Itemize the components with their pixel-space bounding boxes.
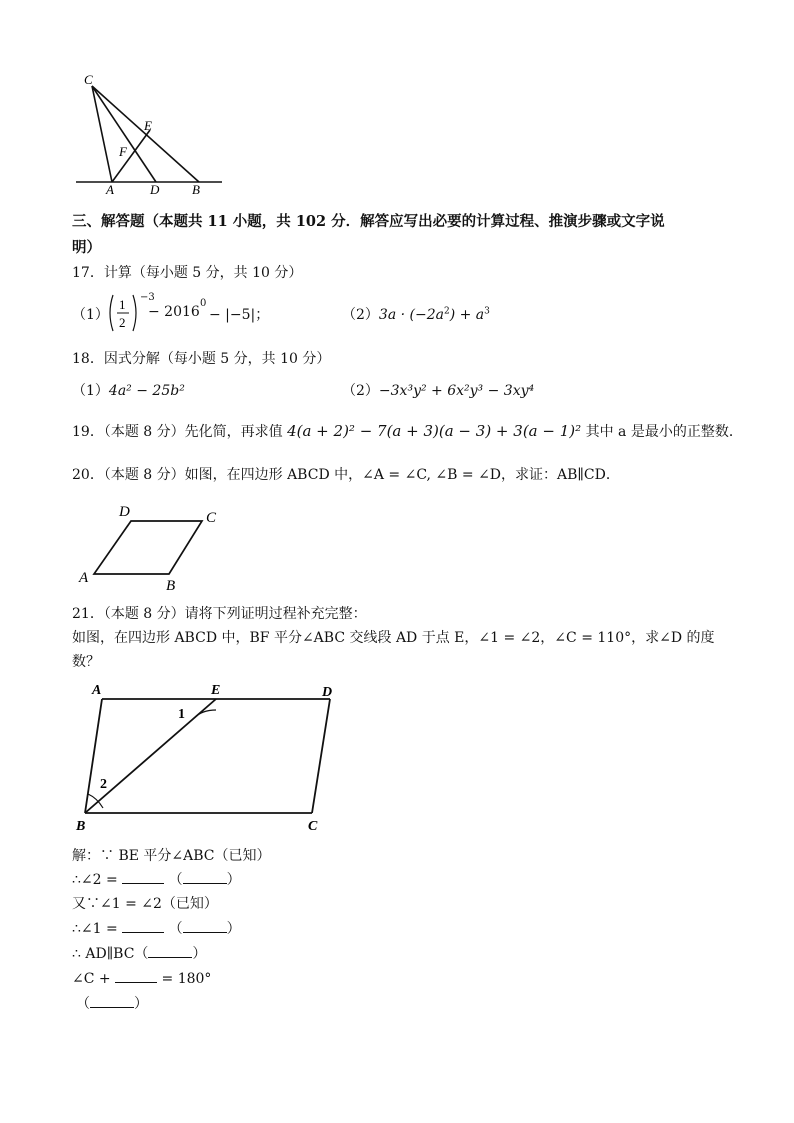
svg-text:1: 1 bbox=[119, 297, 126, 312]
blank[interactable] bbox=[90, 993, 134, 1008]
svg-text:D: D bbox=[322, 685, 333, 700]
q18-part1: （1）4a² − 25b² bbox=[72, 383, 185, 399]
label-E: E bbox=[144, 118, 152, 133]
blank[interactable] bbox=[148, 943, 192, 958]
q21-line3: 数？ bbox=[72, 654, 100, 670]
svg-text:C: C bbox=[206, 510, 217, 526]
svg-text:D: D bbox=[119, 504, 130, 520]
blank[interactable] bbox=[122, 918, 164, 933]
blank[interactable] bbox=[122, 869, 164, 884]
q19-text: 19．（本题 8 分）先化简，再求值 4(a + 2)² − 7(a + 3)(a − 3) + 3(a − 1)² 其中 a 是最小的正整数． bbox=[72, 422, 743, 440]
svg-text:2: 2 bbox=[119, 315, 126, 330]
q17-p1-label: （1） bbox=[72, 307, 109, 323]
svg-text:A: A bbox=[92, 683, 102, 698]
svg-text:1: 1 bbox=[178, 707, 185, 722]
svg-text:B: B bbox=[76, 819, 86, 834]
svg-text:A: A bbox=[79, 570, 89, 586]
sol-line-7: （ ） bbox=[76, 993, 148, 1013]
sol-line-1: 解：∵ BE 平分∠ABC（已知） bbox=[72, 848, 271, 864]
label-A: A bbox=[106, 182, 114, 195]
section-title: 三、解答题（本题共 11 小题，共 102 分．解答应写出必要的计算过程、推演步骤或文字说 bbox=[72, 213, 665, 230]
blank[interactable] bbox=[183, 918, 227, 933]
blank[interactable] bbox=[183, 869, 227, 884]
sol-line-2: ∴∠2 = （ ） bbox=[72, 869, 241, 889]
svg-text:2: 2 bbox=[100, 777, 107, 792]
section-title-cont: 明） bbox=[72, 239, 101, 256]
blank[interactable] bbox=[115, 968, 157, 983]
sol-line-4: ∴∠1 = （ ） bbox=[72, 918, 241, 938]
q20-text: 20．（本题 8 分）如图，在四边形 ABCD 中，∠A = ∠C, ∠B = ∠D，求证：AB∥CD． bbox=[72, 467, 620, 483]
q17-header: 17．计算（每小题 5 分，共 10 分） bbox=[72, 265, 303, 281]
sol-line-5: ∴ AD∥BC（ ） bbox=[72, 943, 206, 963]
label-C: C bbox=[84, 72, 93, 87]
q18-header: 18．因式分解（每小题 5 分，共 10 分） bbox=[72, 351, 331, 367]
label-F: F bbox=[119, 144, 127, 159]
sol-line-6: ∠C + = 180° bbox=[72, 968, 211, 987]
label-D: D bbox=[150, 182, 160, 195]
sol-line-3: 又∵∠1 = ∠2（已知） bbox=[72, 896, 218, 912]
svg-text:E: E bbox=[211, 683, 221, 698]
parallelogram-figure bbox=[74, 500, 234, 595]
svg-text:C: C bbox=[308, 819, 318, 834]
q17-part2: $(2)3a \cdot (-2a^2) + a^3$ bbox=[342, 306, 490, 323]
label-B: B bbox=[192, 182, 200, 195]
quadrilateral-figure bbox=[72, 680, 352, 835]
triangle-figure bbox=[70, 70, 230, 195]
q18-part2: （2）−3x³y² + 6x²y³ − 3xy⁴ bbox=[342, 383, 535, 399]
svg-text:B: B bbox=[166, 578, 176, 594]
q21-header: 21．（本题 8 分）请将下列证明过程补充完整： bbox=[72, 606, 367, 622]
q21-line2: 如图，在四边形 ABCD 中，BF 平分∠ABC 交线段 AD 于点 E，∠1 = ∠2，∠C = 110°，求∠D 的度 bbox=[72, 630, 715, 646]
